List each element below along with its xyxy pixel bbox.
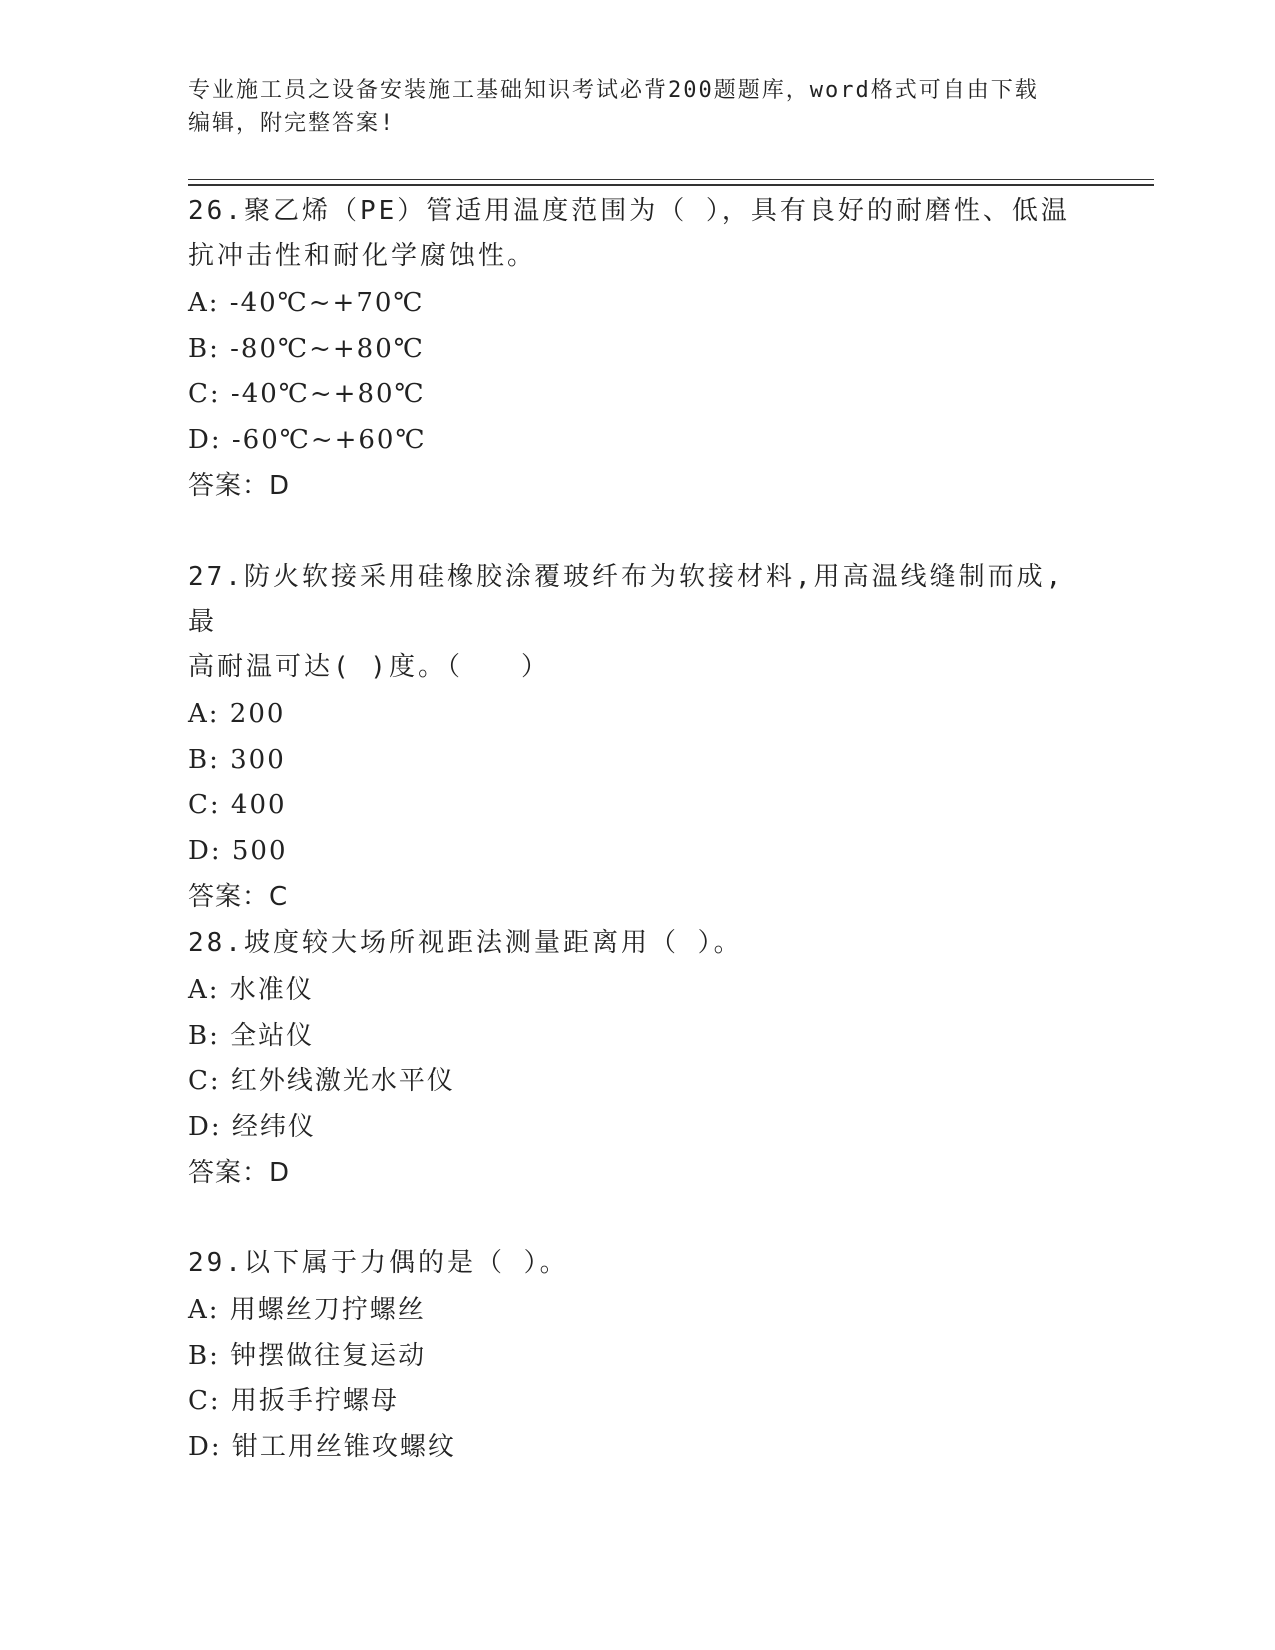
answer-line: 答案：C <box>188 882 289 912</box>
question-stem <box>188 921 1088 966</box>
answer-line: 答案：D <box>188 471 291 501</box>
question-stem <box>188 189 1088 279</box>
question-28 <box>188 921 1088 1196</box>
option-c: C: 红外线激光水平仪 <box>188 1066 455 1096</box>
option-b: B: 钟摆做往复运动 <box>188 1340 427 1371</box>
option-c: C: 400 <box>188 790 287 820</box>
question-stem <box>188 555 1088 690</box>
option-a: A: 用螺丝刀拧螺丝 <box>188 1295 426 1325</box>
option-d: D: 500 <box>188 835 288 866</box>
header-divider-thin <box>188 179 1154 180</box>
option-b: B: 全站仪 <box>188 1020 315 1051</box>
stem-line: 28.坡度较大场所视距法测量距离用（ ）。 <box>188 928 743 958</box>
stem-line: 26.聚乙烯（PE）管适用温度范围为（ ），具有良好的耐磨性、低温 <box>188 196 1070 226</box>
option-d: D: 钳工用丝锥攻螺纹 <box>188 1431 456 1462</box>
option-b: B: -80℃~+80℃ <box>188 333 425 364</box>
question-29 <box>188 1241 1088 1470</box>
option-a: A: 水准仪 <box>188 975 314 1005</box>
header-line-2: 编辑，附完整答案! <box>188 111 396 136</box>
option-a: A: 200 <box>188 699 286 729</box>
document-header <box>188 74 1068 140</box>
stem-line: 高耐温可达( )度。（ ） <box>188 652 550 682</box>
question-27 <box>188 555 1088 920</box>
option-c: C: 用扳手拧螺母 <box>188 1386 399 1416</box>
question-26 <box>188 189 1088 509</box>
header-line-1: 专业施工员之设备安装施工基础知识考试必背200题题库，word格式可自由下载 <box>188 78 1039 103</box>
answer-line: 答案：D <box>188 1158 291 1188</box>
stem-line: 29.以下属于力偶的是（ ）。 <box>188 1248 569 1278</box>
option-a: A: -40℃~+70℃ <box>188 288 425 318</box>
option-d: D: 经纬仪 <box>188 1111 316 1142</box>
question-stem <box>188 1241 1088 1286</box>
header-divider-thick <box>188 184 1154 186</box>
option-d: D: -60℃~+60℃ <box>188 424 427 455</box>
stem-line: 抗冲击性和耐化学腐蚀性。 <box>188 241 537 271</box>
option-b: B: 300 <box>188 744 286 775</box>
option-c: C: -40℃~+80℃ <box>188 379 426 409</box>
stem-line: 27.防火软接采用硅橡胶涂覆玻纤布为软接材料,用高温线缝制而成,最 <box>188 562 1065 637</box>
